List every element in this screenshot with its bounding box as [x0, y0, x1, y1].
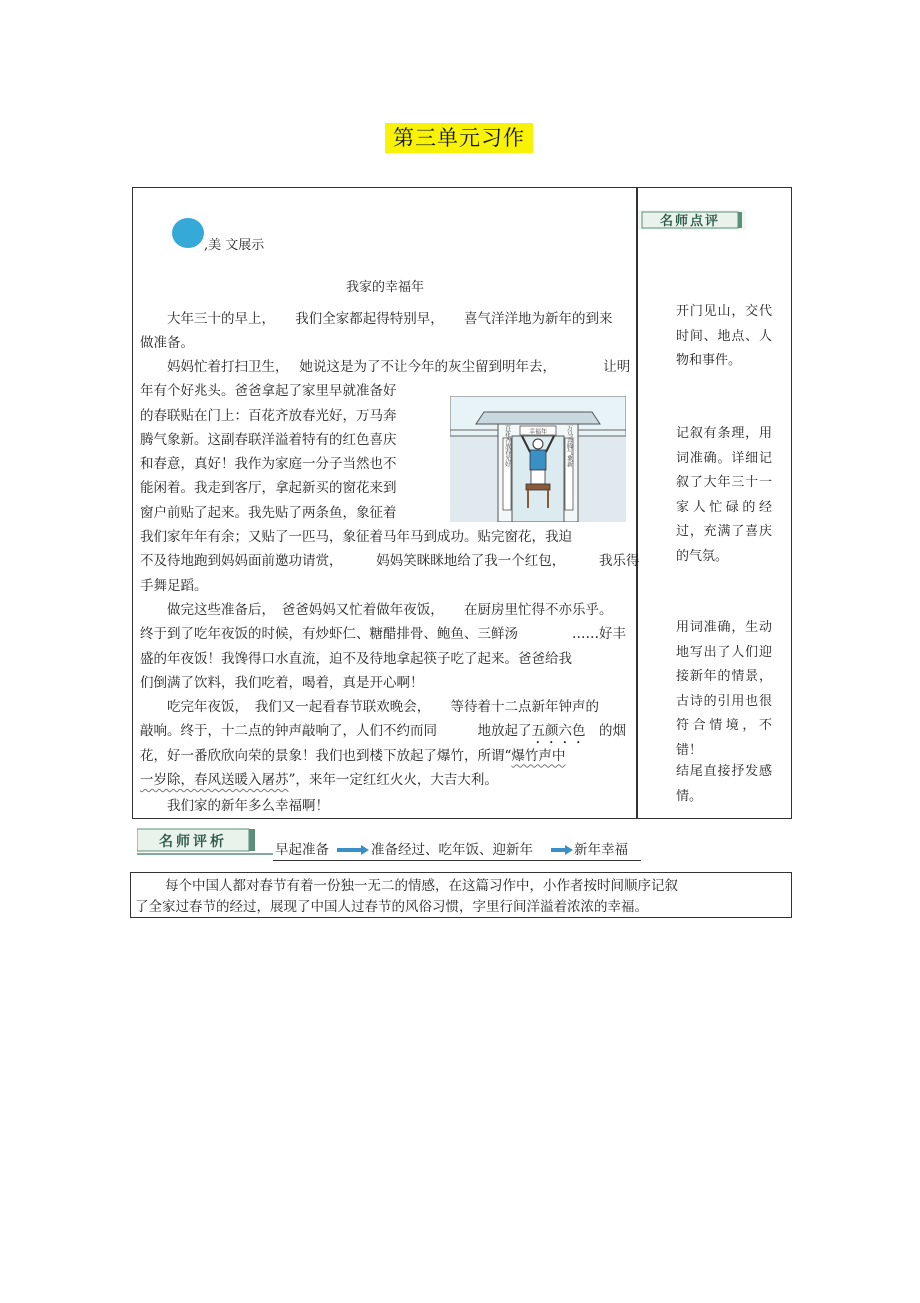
essay-line: 大年三十的早上， 我们全家都起得特别早， 喜气洋洋地为新年的到来: [167, 311, 613, 327]
essay-line: 做完这些准备后， 爸爸妈妈又忙着做年夜饭， 在厨房里忙得不亦乐乎。: [167, 602, 613, 618]
teacher-analysis-badge: [137, 827, 273, 857]
teacher-comment-1: 开门见山，交代时间、地点、人物和事件。: [676, 304, 772, 368]
analysis-summary-line-1: 每个中国人都对春节有着一份独一无二的情感，在这篇习作中，小作者按时间顺序记叙: [165, 878, 678, 894]
essay-text: ”，来年一定红红火火，大吉大利。: [288, 771, 498, 788]
essay-line: 们倒满了饮料，我们吃着，喝着，真是开心啊！: [140, 674, 424, 691]
essay-title: 我家的幸福年: [346, 280, 425, 295]
essay-line: 吃完年夜饭， 我们又一起看春节联欢晚会， 等待着十二点新年钟声的: [167, 699, 599, 715]
essay-line: 窗户前贴了起来。我先贴了两条鱼，象征着: [140, 504, 397, 521]
essay-line: 终于到了吃年夜饭的时候，有炒虾仁、糖醋排骨、鲍鱼、三鲜汤 ……好丰: [140, 626, 626, 643]
essay-line: 盛的年夜饭！我馋得口水直流，迫不及待地拿起筷子吃了起来。爸爸给我: [140, 650, 572, 667]
spring-couplet-illustration: [450, 396, 626, 522]
wavy-underlined-text: 一岁除，春风送暖入屠苏: [140, 771, 289, 788]
teacher-analysis-label: 名师评析: [159, 834, 227, 850]
couplet-left: 百花齐放春光好: [503, 425, 511, 467]
essay-paragraph-1: [140, 307, 613, 356]
essay-line: [140, 744, 626, 768]
emphasis-dots: [437, 723, 478, 739]
section-number-circle-icon: [172, 218, 204, 248]
essay-text: 敲响。终于，十二点的钟声敲响了，人们不约而同: [140, 723, 437, 740]
teacher-comment-4: 结尾直接抒发感情。: [676, 764, 772, 804]
couplet-banner: 幸福年: [528, 428, 548, 436]
essay-line: 不及待地跑到妈妈面前邀功请赏， 妈妈笑眯眯地给了我一个红包， 我乐得: [140, 553, 640, 570]
teacher-comment-3: 用词准确，生动地写出了人们迎接新年的情景，古诗的引用也很符合情境，不错！: [676, 620, 772, 758]
essay-line: 我们家的新年多么幸福啊！: [167, 798, 329, 814]
section-header-label: ,美 文展示: [204, 238, 265, 253]
flow-step-3: 新年幸福: [574, 842, 628, 858]
essay-line: 我们家年年有余；又贴了一匹马，象征着马年马到成功。贴完窗花，我迫: [140, 529, 572, 546]
essay-line: 能闲着。我走到客厅，拿起新买的窗花来到: [140, 480, 397, 497]
essay-line: 妈妈忙着打扫卫生， 她说这是为了不让今年的灰尘留到明年去， 让明: [167, 359, 631, 375]
emphasized-text: 五颜六色: [531, 723, 586, 740]
essay-paragraph-4: [140, 695, 626, 792]
essay-line: 和春意，真好！我作为家庭一分子当然也不: [140, 456, 397, 473]
essay-line: 手舞足蹈。: [140, 577, 208, 594]
couplet-right: 万马奔腾气象新: [565, 425, 573, 467]
teacher-comment-label: 名师点评: [659, 214, 721, 229]
page-title: 第三单元习作: [385, 123, 533, 153]
wavy-underlined-text: 爆竹声中: [511, 747, 566, 764]
teacher-comment-2: 记叙有条理，用词准确。详细记叙了大年三十一家人忙碌的经过，充满了喜庆的气氛。: [676, 426, 772, 564]
essay-paragraph-3: [140, 598, 626, 695]
teacher-comment-badge: [638, 208, 746, 232]
flow-step-2: 准备经过、吃年饭、迎新年: [371, 842, 533, 858]
essay-line: 腾气象新。这副春联洋溢着特有的红色喜庆: [140, 431, 397, 448]
analysis-summary-line-2: 了全家过春节的经过，展现了中国人过春节的风俗习惯，字里行间洋溢着浓浓的幸福。: [135, 899, 648, 915]
essay-line: [140, 719, 626, 743]
essay-text: 的烟: [585, 723, 626, 740]
essay-line: [140, 768, 626, 792]
essay-text: 地放起了: [477, 723, 532, 740]
flow-arrow-icon: [337, 845, 369, 855]
essay-line: 做准备。: [140, 335, 194, 352]
essay-paragraph-5: [140, 794, 329, 818]
essay-line: 的春联贴在门上：百花齐放春光好，万马奔: [140, 407, 397, 424]
analysis-flow: [273, 840, 641, 861]
essay-line: 年有个好兆头。爸爸拿起了家里早就准备好: [140, 383, 397, 400]
essay-text: 花，好一番欣欣向荣的景象！我们也到楼下放起了爆竹，所谓“: [140, 747, 512, 764]
flow-arrow-icon: [551, 845, 573, 855]
flow-step-1: 早起准备: [275, 842, 329, 858]
